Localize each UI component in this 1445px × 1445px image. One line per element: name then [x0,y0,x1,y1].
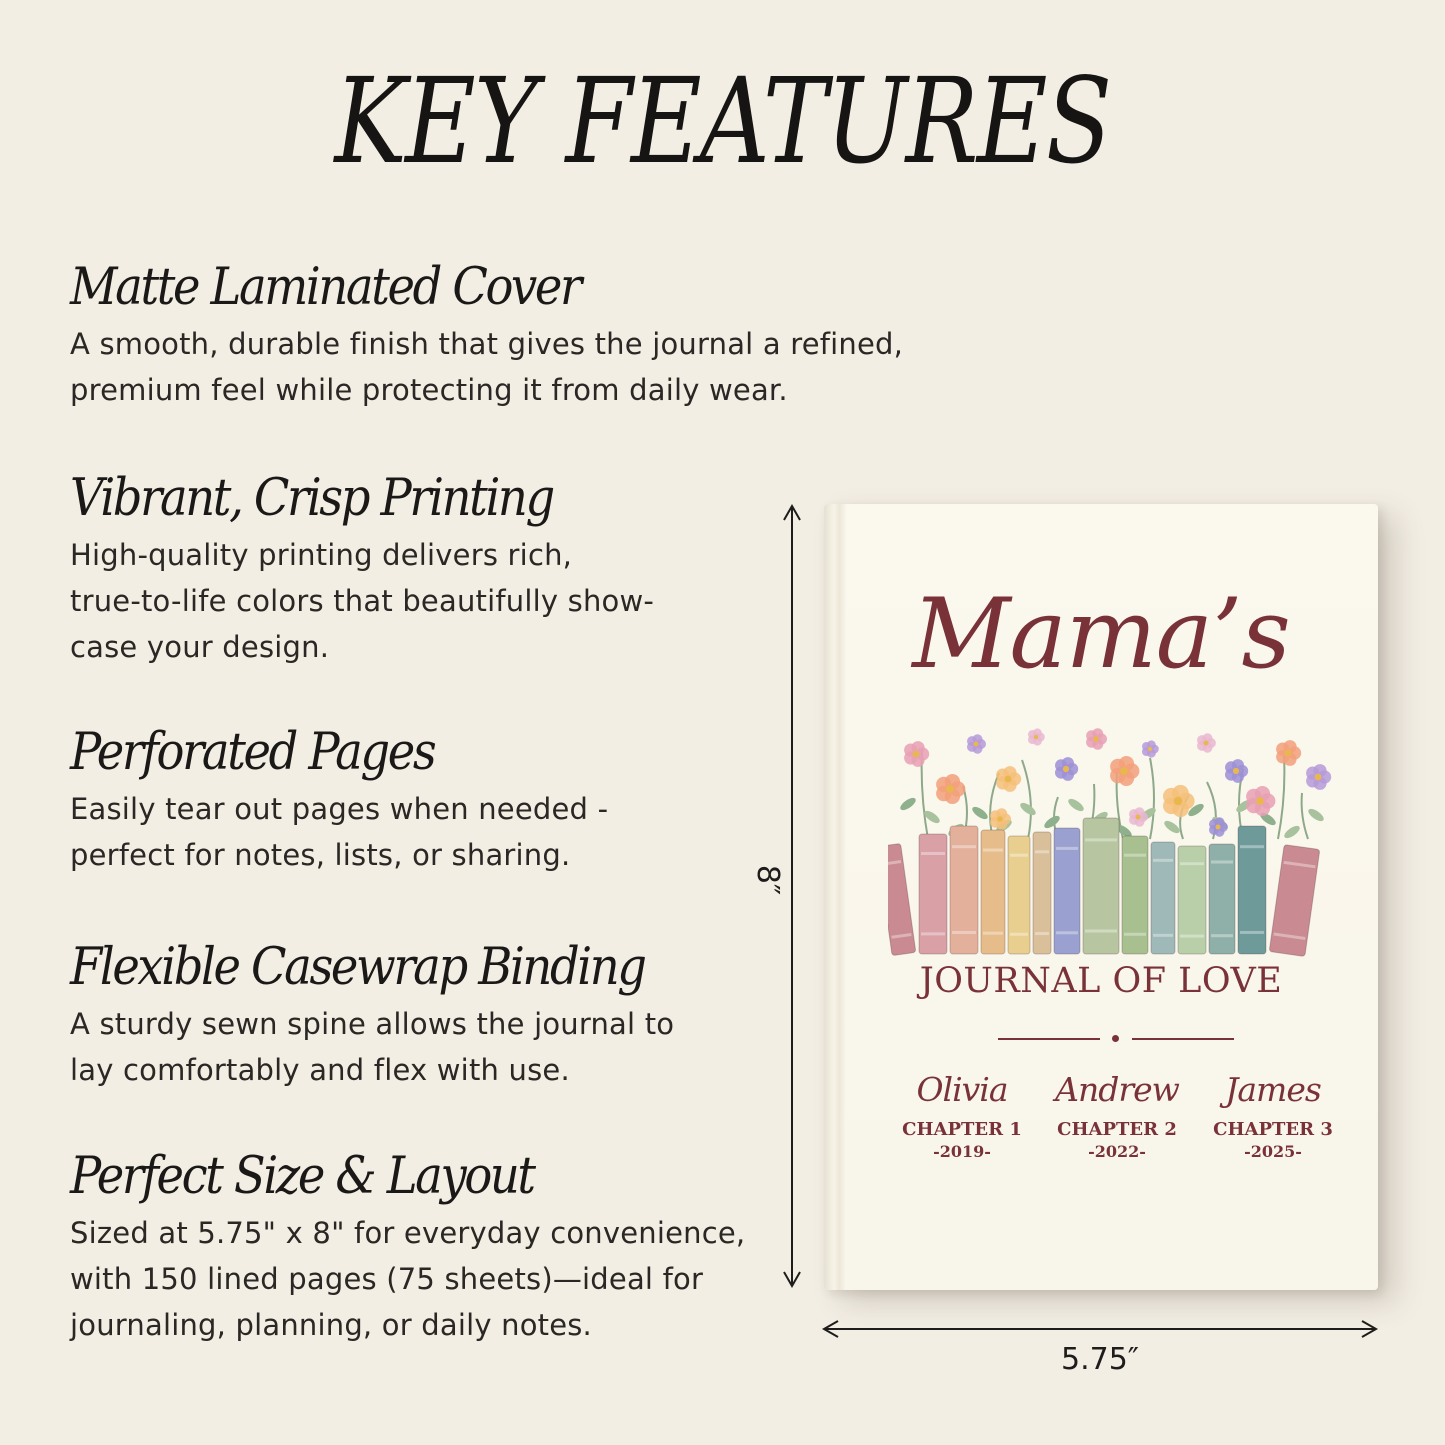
book-spine-band [1153,859,1173,862]
feature-description-line: Easily tear out pages when needed - [70,792,609,826]
book-spine-band [1010,854,1028,857]
flower-center [1034,735,1038,739]
divider-line-right [1132,1038,1234,1040]
flower-center [974,742,979,747]
feature-description-line: case your design. [70,630,330,664]
book-cover-subtitle: JOURNAL OF LOVE [919,961,1283,1001]
flower-center [997,816,1003,822]
flower-center [946,785,954,793]
flower-center [1093,736,1099,742]
page-title: KEY FEATURES [334,52,1111,190]
illustrated-book [919,834,947,954]
flower-center [1136,815,1141,820]
flower-stem [1302,793,1308,839]
feature-description-line: lay comfortably and flex with use. [70,1053,570,1087]
illustrated-book [950,826,978,954]
flower-center [1063,766,1069,772]
book-spine [888,843,916,955]
divider-dot [1112,1035,1119,1042]
book-spine-band [1010,933,1028,936]
illustrated-book [888,843,916,955]
feature-description-line: High-quality printing delivers rich, [70,538,573,572]
child-name: Andrew [1055,1070,1179,1109]
feature-flexible-casewrap-binding [70,938,701,1093]
child-chapter: CHAPTER 1 [902,1119,1022,1140]
leaf-shape [1018,801,1037,818]
leaf-shape [1306,807,1325,824]
leaf-shape [1162,819,1181,836]
feature-description-line: true-to-life colors that beautifully show- [70,584,655,618]
flower-center [1174,797,1182,805]
child-name: Olivia [916,1070,1008,1109]
feature-matte-laminated-cover [70,258,904,413]
feature-description-line: premium feel while protecting it from daily wear. [70,373,788,407]
book-spine-band [1056,847,1078,850]
book-spine-band [1056,931,1078,934]
leaf-shape [898,796,917,813]
flower-center [913,751,920,758]
flower-center [1256,797,1264,805]
book-spine [1151,842,1175,954]
illustrated-book [981,830,1005,954]
feature-title: Flexible Casewrap Binding [70,938,645,997]
book-spine-band [1085,930,1117,933]
child-chapter: CHAPTER 2 [1057,1119,1177,1140]
flower-center [1148,747,1152,751]
book-spine-band [921,932,945,935]
book-spine-band [1035,932,1049,935]
feature-title: Matte Laminated Cover [70,258,580,317]
feature-vibrant-crisp-printing [70,469,655,670]
height-arrow-bottom-icon [784,1272,800,1286]
illustrated-book [1008,836,1030,954]
feature-title: Vibrant, Crisp Printing [70,469,553,528]
book-spine-band [1180,935,1204,938]
book-spine-band [1035,850,1049,853]
flower-stem [1022,760,1031,839]
book-flowers-illustration [888,709,1348,959]
flower-center [1204,741,1209,746]
illustrated-book [1083,818,1119,954]
flower-center [1005,776,1012,783]
book-spine-band [952,931,976,934]
book-spine-band [952,845,976,848]
child-entry-james [1193,1070,1353,1163]
leaf-shape [1066,797,1085,814]
child-entry-olivia [882,1070,1042,1163]
book-spine [1033,832,1051,954]
feature-perforated-pages [70,723,609,878]
feature-description-line: Sized at 5.75" x 8" for everyday convenience, [70,1216,746,1250]
illustrated-book [1033,832,1051,954]
flower-center [1315,774,1322,781]
book-spine-band [1153,934,1173,937]
width-dimension-label: 5.75″ [1060,1342,1139,1377]
feature-description-line: journaling, planning, or daily notes. [70,1308,592,1342]
illustrated-book [1178,846,1206,954]
illustrated-book [1054,828,1080,954]
height-arrow-top-icon [784,506,800,520]
journal-cover [824,504,1378,1290]
child-entry-andrew [1037,1070,1197,1163]
leaf-shape [1282,824,1301,841]
child-chapter: CHAPTER 3 [1213,1119,1333,1140]
child-year: -2025- [1244,1142,1302,1161]
flower-stem [1150,758,1154,839]
feature-perfect-size-layout [70,1147,746,1348]
width-arrow-left-icon [824,1321,838,1337]
illustrated-book [1269,845,1320,957]
book-spine [981,830,1005,954]
feature-description-line: A sturdy sewn spine allows the journal to [70,1007,675,1041]
flower-stem [1278,756,1284,839]
book-spine [1269,845,1320,957]
height-dimension-label: 8″ [750,864,785,896]
illustrated-book [1151,842,1175,954]
book-spine-band [1180,862,1204,865]
book-spine-band [983,932,1003,935]
book-spine-band [1124,854,1146,857]
book-spine-band [1085,838,1117,841]
child-year: -2019- [933,1142,991,1161]
child-name: James [1225,1070,1321,1109]
flower-center [1120,767,1128,775]
illustrated-book [1122,836,1148,954]
divider-line-left [998,1038,1100,1040]
illustrated-book [1209,844,1235,954]
feature-title: Perfect Size & Layout [70,1147,534,1206]
leaf-shape [970,805,989,822]
book-spine-band [1240,931,1264,934]
book-spine-band [1240,845,1264,848]
book-spine-band [1124,933,1146,936]
book-cover-title: Mama’s [912,578,1290,690]
feature-description-line: A smooth, durable finish that gives the journal a refined, [70,327,904,361]
feature-description-line: with 150 lined pages (75 sheets)—ideal for [70,1262,704,1296]
book-spine-band [983,849,1003,852]
child-year: -2022- [1088,1142,1146,1161]
feature-description-line: perfect for notes, lists, or sharing. [70,838,571,872]
flower-center [1216,825,1221,830]
feature-title: Perforated Pages [70,723,435,782]
book-spine-band [1211,934,1233,937]
flower-center [1285,750,1292,757]
book-spine-band [1211,861,1233,864]
illustrated-book [1238,826,1266,954]
book-spine-band [921,852,945,855]
flower-center [1233,768,1239,774]
width-arrow-right-icon [1362,1321,1376,1337]
